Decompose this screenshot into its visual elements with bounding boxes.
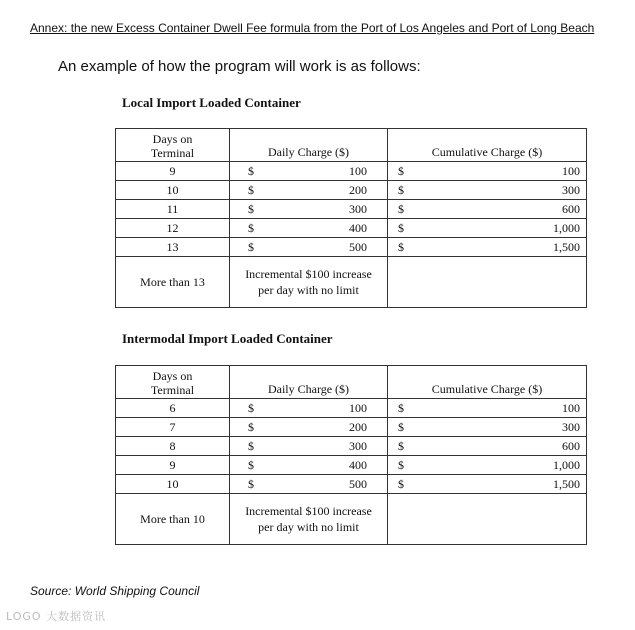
daily-cell: $ 200 [230,418,388,437]
days-header: Days on Terminal [116,129,230,162]
table-row [116,494,587,545]
cumulative-cell: $ 300 [388,418,587,437]
daily-cell: $ 400 [230,456,388,475]
days-cell: 12 [116,219,230,238]
intermodal-import-title: Intermodal Import Loaded Container [122,331,333,346]
cumulative-cell: $ 1,000 [388,456,587,475]
daily-cell: $ 100 [230,399,388,418]
days-cell: 10 [116,181,230,200]
source-note: Source: World Shipping Council [30,584,200,598]
watermark-logo: LOGO 大数据资讯 [6,610,107,623]
table-row [116,162,587,181]
local-import-table [115,128,587,308]
local-import-title: Local Import Loaded Container [122,95,301,110]
days-cell: 10 [116,475,230,494]
daily-header: Daily Charge ($) [230,366,388,399]
daily-header: Daily Charge ($) [230,129,388,162]
days-cell: 9 [116,456,230,475]
intermodal-import-table [115,365,587,545]
table-row [116,238,587,257]
table-row [116,399,587,418]
cumulative-cell: $ 600 [388,437,587,456]
table-row [116,418,587,437]
daily-cell: $ 200 [230,181,388,200]
days-cell: More than 10 [116,494,230,545]
days-cell: 9 [116,162,230,181]
daily-cell: $ 100 [230,162,388,181]
incremental-note: Incremental $100 increase per day with no limit [230,494,388,545]
cumulative-cell: $ 600 [388,200,587,219]
cumulative-cell: $ 100 [388,399,587,418]
daily-cell: $ 500 [230,475,388,494]
cumulative-cell: $ 1,000 [388,219,587,238]
cumulative-cell: $ 100 [388,162,587,181]
cumulative-cell: $ 1,500 [388,238,587,257]
empty-cell [388,494,587,545]
table-row [116,200,587,219]
table-row [116,219,587,238]
lead-text: An example of how the program will work is as follows: [58,58,421,75]
table-header-row [116,366,587,399]
table-header-row [116,129,587,162]
daily-cell: $ 300 [230,200,388,219]
days-cell: 8 [116,437,230,456]
days-header: Days on Terminal [116,366,230,399]
table-row [116,475,587,494]
table-row [116,456,587,475]
cumulative-cell: $ 300 [388,181,587,200]
table-row [116,257,587,308]
cumulative-cell: $ 1,500 [388,475,587,494]
cumulative-header: Cumulative Charge ($) [388,366,587,399]
incremental-note: Incremental $100 increase per day with no limit [230,257,388,308]
days-cell: 6 [116,399,230,418]
days-cell: 11 [116,200,230,219]
days-cell: 13 [116,238,230,257]
table-row [116,437,587,456]
empty-cell [388,257,587,308]
days-cell: More than 13 [116,257,230,308]
daily-cell: $ 500 [230,238,388,257]
daily-cell: $ 400 [230,219,388,238]
cumulative-header: Cumulative Charge ($) [388,129,587,162]
days-cell: 7 [116,418,230,437]
daily-cell: $ 300 [230,437,388,456]
table-row [116,181,587,200]
annex-heading: Annex: the new Excess Container Dwell Fee formula from the Port of Los Angeles and Port of Long Beach [30,21,595,35]
